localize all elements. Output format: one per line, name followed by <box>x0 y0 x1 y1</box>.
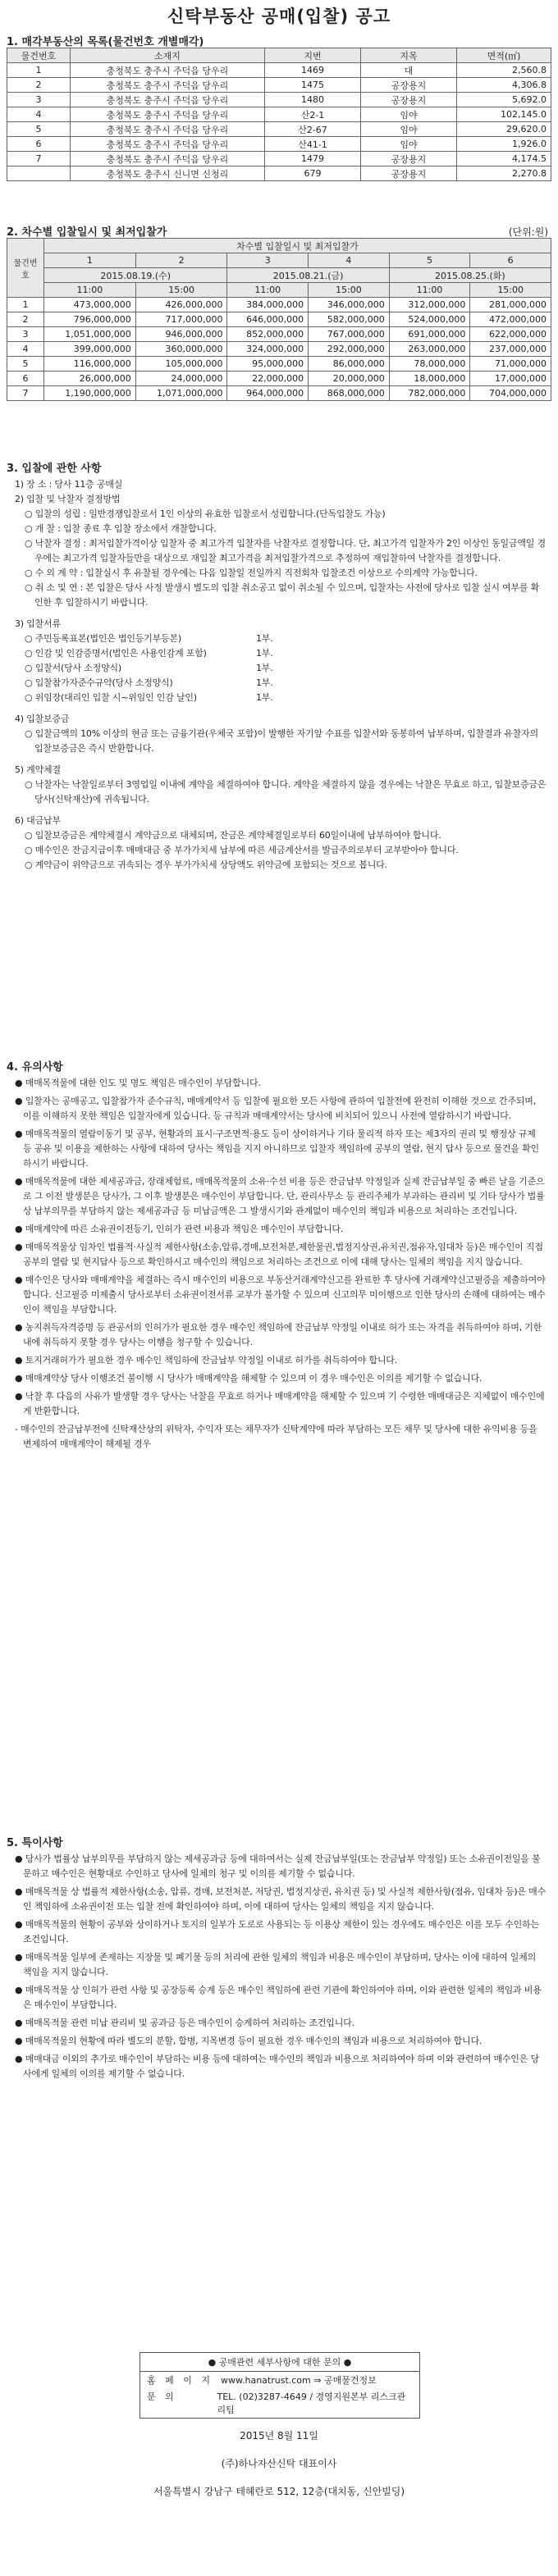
lot-cell: 산41-1 <box>265 137 361 152</box>
min-price-cell: 116,000,000 <box>44 357 136 372</box>
area-cell: 4,306.8 <box>457 78 551 93</box>
special-note-item: ● 매매목적물의 현황에 따라 별도의 분할, 합병, 지목변경 등이 필요한 경우 매수인의 책임과 비용으로 처리하여야 합니다. <box>15 2036 483 2046</box>
table-row <box>7 137 551 152</box>
special-note-item: ● 매매목적물 상 인허가 관련 사항 및 공장등록 승계 등은 매수인 책임하에 관련 기관에 확인하여야 하며, 이와 관련한 일체의 책임과 비용은 매수인이 부담합니다. <box>15 1985 542 2010</box>
bid-price-body <box>7 298 551 401</box>
property-list-table <box>7 48 551 181</box>
company-name: (주)하나자산신탁 대표이사 <box>221 2458 337 2469</box>
method-line: ○ 취 소 및 연 : 본 입찰은 당사 사정 발생시 별도의 입찰 취소공고 없이 취소될 수 있으며, 입찰자는 사전에 당사로 입찰 실시 여부를 확인한 후 입찰하시기 바랍니다. <box>25 582 540 608</box>
col-land-type: 지목 <box>361 48 457 63</box>
special-note-item: ● 매매목적물 상 법률적 제한사항(소송, 압류, 경매, 보전처분, 저당권, 법정지상권, 유치권 등) 및 사실적 제한사항(점유, 임대차 등)은 매수인 책임하에 소유권이전 또는 입찰 전에 확인하여야 하며, 이에 대하여 당사는 일체의 책임을 지지 않습니다. <box>15 1886 547 1912</box>
contact-row <box>140 2388 419 2418</box>
location-cell: 충청북도 충주시 주덕읍 당우리 <box>71 107 265 122</box>
bid-time: 15:00 <box>135 283 227 298</box>
bid-time: 11:00 <box>389 283 470 298</box>
lot-cell: 1469 <box>265 63 361 78</box>
land-type-cell: 공장용지 <box>361 152 457 166</box>
min-price-cell: 691,000,000 <box>389 327 470 342</box>
item-no-cell: 4 <box>7 107 71 122</box>
bid-price-table <box>7 238 551 401</box>
lot-cell: 1480 <box>265 93 361 107</box>
land-type-cell: 임야 <box>361 122 457 137</box>
table-row <box>7 107 551 122</box>
min-price-cell: 399,000,000 <box>44 342 136 357</box>
min-price-cell: 360,000,000 <box>135 342 227 357</box>
min-price-cell: 312,000,000 <box>389 298 470 312</box>
item-no-cell: 5 <box>7 357 44 372</box>
method-list <box>11 507 547 610</box>
table-row <box>7 78 551 93</box>
table-row <box>7 312 551 327</box>
doc-item <box>11 646 547 661</box>
doc-count: 1부. <box>256 663 273 673</box>
section4-heading: 4. 유의사항 <box>7 1061 63 1074</box>
bid-time: 11:00 <box>44 283 136 298</box>
min-price-cell: 622,000,000 <box>470 327 551 342</box>
special-note-item: ● 매매목적물 일부에 존재하는 지장물 및 폐기물 등의 처리에 관한 일체의 책임과 비용은 매수인이 부담하며, 당사는 이에 대하여 일체의 책임을 지지 않습니다. <box>15 1952 537 1977</box>
location-cell: 충청북도 충주시 주덕읍 당우리 <box>71 122 265 137</box>
location-cell: 충청북도 충주시 주덕읍 당우리 <box>71 152 265 166</box>
item-no-cell: 2 <box>7 78 71 93</box>
method-line: ○ 개 찰 : 입찰 종료 후 입찰 장소에서 개찰합니다. <box>25 523 217 534</box>
min-price-cell: 346,000,000 <box>309 298 390 312</box>
location-cell: 충청북도 충주시 주덕읍 당우리 <box>71 93 265 107</box>
min-price-cell: 852,000,000 <box>227 327 309 342</box>
min-price-cell: 767,000,000 <box>309 327 390 342</box>
land-type-cell: 공장용지 <box>361 166 457 181</box>
table-row <box>7 342 551 357</box>
min-price-cell: 324,000,000 <box>227 342 309 357</box>
contact-row <box>140 2372 419 2388</box>
min-price-cell: 105,000,000 <box>135 357 227 372</box>
col-item-no: 물건번호 <box>7 239 44 298</box>
method-line: ○ 수 의 계 약 : 입찰실시 후 유찰될 경우에는 다음 입찰일 전일까지 직전회차 입찰조건 이상으로 수의계약 가능합니다. <box>25 568 478 578</box>
method-line: ○ 낙찰자 결정 : 최저입찰가격이상 입찰자 중 최고가격 입찰자를 낙찰자로 결정합니다. 단, 최고가격 입찰자가 2인 이상인 동일금액일 경우에는 최고가격 입찰자들만을 대상으로 재입찰 최고가격을 최저입찰가격으로 추정하여 재입찰하여 낙찰자를 결정합니다. <box>25 538 546 563</box>
doc-name: ○ 입찰서(당사 소정양식) <box>25 663 122 673</box>
min-price-cell: 473,000,000 <box>44 298 136 312</box>
method-title: 2) 입찰 및 낙찰자 결정방법 <box>15 494 121 504</box>
min-price-cell: 796,000,000 <box>44 312 136 327</box>
precaution-item: ● 토지거래허가가 필요한 경우 매수인 책임하에 잔금납부 약정일 이내로 허가를 취득하여야 합니다. <box>15 1355 397 1366</box>
contact-header: ● 공매관련 세부사항에 대한 문의 ● <box>140 2353 419 2372</box>
area-cell: 1,926.0 <box>457 137 551 152</box>
section3-body <box>11 477 547 873</box>
round-label: 5 <box>389 253 470 268</box>
item-no-cell: 7 <box>7 152 71 166</box>
table-row <box>7 327 551 342</box>
lot-cell: 산2-67 <box>265 122 361 137</box>
land-type-cell: 임야 <box>361 137 457 152</box>
min-price-cell: 78,000,000 <box>389 357 470 372</box>
contact-label: 문 의 <box>147 2391 177 2402</box>
item-no-cell: 1 <box>7 298 44 312</box>
min-price-cell: 946,000,000 <box>135 327 227 342</box>
min-price-cell: 704,000,000 <box>470 386 551 401</box>
min-price-cell: 292,000,000 <box>309 342 390 357</box>
land-type-cell: 공장용지 <box>361 93 457 107</box>
min-price-cell: 71,000,000 <box>470 357 551 372</box>
section3-heading: 3. 입찰에 관한 사항 <box>7 463 102 475</box>
precaution-item: ● 매매목적물상 임차인 법률적·사실적 제한사항(소송,압류,경매,보전처분,제한물권,법정지상권,유치권,점유자,임대차 등)은 매수인이 직접 공부의 열람 및 현지답사 등으로 확인하시고 매수인의 책임으로 처리하는 조건으로 이에 대해 당사는 일체의 책임을 지지 않습니다. <box>15 1242 543 1267</box>
bid-time: 15:00 <box>309 283 390 298</box>
property-list-body <box>7 63 551 181</box>
precaution-item: ● 매매목적물의 열람이동기 및 공부, 현황과의 표시·구조면적·용도 등이 상이하거나 기타 물리적 하자 또는 제3자의 권리 및 행정상 규제 등 공유 및 이용을 제한하는 사항에 대하여 당사는 책임을 지지 아니하므로 입찰자 책임하에 공부의 열람, 현지 답사 등으로 물건을 확인하시기 바랍니다. <box>15 1128 539 1169</box>
payment-line: ○ 매수인은 잔금지급이후 매매대금 중 부가가치세 납부에 따른 세금계산서를 발급주의로부터 교부받아야 합니다. <box>25 845 459 855</box>
precautions-list <box>11 1076 547 1455</box>
round-label: 1 <box>44 253 136 268</box>
min-price-cell: 1,071,000,000 <box>135 386 227 401</box>
area-cell: 5,692.0 <box>457 93 551 107</box>
doc-item <box>11 676 547 691</box>
area-cell: 2,560.8 <box>457 63 551 78</box>
method-line: ○ 입찰의 성립 : 일반경쟁입찰로서 1인 이상의 유효한 입찰로서 성립합니다.(단독입찰도 가능) <box>25 508 386 519</box>
area-cell: 4,174.5 <box>457 152 551 166</box>
bid-date: 2015.08.21.(금) <box>227 268 389 283</box>
round-label: 6 <box>470 253 551 268</box>
contact-label: 홈 페 이 지 <box>147 2375 213 2386</box>
min-price-cell: 24,000,000 <box>135 372 227 386</box>
min-price-cell: 582,000,000 <box>309 312 390 327</box>
item-no-cell: 3 <box>7 327 44 342</box>
footer <box>0 2428 558 2500</box>
section2-heading: 2. 차수별 입찰일시 및 최저입찰가 <box>7 226 167 239</box>
land-type-cell: 대 <box>361 63 457 78</box>
min-price-cell: 86,000,000 <box>309 357 390 372</box>
contract-title: 5) 계약체결 <box>15 764 61 775</box>
doc-name: ○ 인감 및 인감증명서(법인은 사용인감계 포함) <box>25 648 207 659</box>
min-price-cell: 237,000,000 <box>470 342 551 357</box>
doc-count: 1부. <box>256 633 273 644</box>
precaution-item: ● 매매목적물에 대한 제세공과금, 장래체험료, 매매목적물의 소유·수선 비용 등은 잔금납부 약정일과 실제 잔금납부일 중 빠른 날을 기준으로 그 이전 발생분은 당사가, 그 이후 발생분은 매수인이 부담합니다. 단, 관리사무소 등 관리주체가 부과하는 관리비 및 기타 당사가 법률상 납부의무를 부담하지 않는 제세공과금 등 미납금액은 그 발생시기와 관계없이 매수인의 책임과 비용으로 처리하는 조건입니다. <box>15 1176 545 1216</box>
min-price-cell: 964,000,000 <box>227 386 309 401</box>
table-row <box>7 166 551 181</box>
min-price-cell: 95,000,000 <box>227 357 309 372</box>
col-location: 소재지 <box>71 48 265 63</box>
item-no-cell: 3 <box>7 93 71 107</box>
min-price-cell: 1,051,000,000 <box>44 327 136 342</box>
doc-item <box>11 631 547 646</box>
col-item-no: 물건번호 <box>7 48 71 63</box>
deposit-title: 4) 입찰보증금 <box>15 714 70 724</box>
min-price-cell: 22,000,000 <box>227 372 309 386</box>
website-link[interactable]: www.hanatrust.com ⇒ 공매물건정보 <box>221 2375 377 2386</box>
doc-name: ○ 위임장(대리인 입찰 시~위임인 인감 날인) <box>25 692 197 703</box>
min-price-cell: 426,000,000 <box>135 298 227 312</box>
precaution-item: ● 입찰자는 공매공고, 입찰참가자 준수규칙, 매매계약서 등 입찰에 필요한 모든 사항에 관하여 입찰전에 완전히 이해한 것으로 간주되며, 이를 이해하지 못한 책임은 입찰자에게 있습니다. 등 규칙과 매매계약서는 당사에 비치되어 있으니 사전에 열람하시기 바랍니다. <box>15 1096 537 1121</box>
group-header: 차수별 입찰일시 및 최저입찰가 <box>44 239 551 253</box>
section5-heading: 5. 특이사항 <box>7 1837 63 1849</box>
round-label: 4 <box>309 253 390 268</box>
special-note-item: ● 당사가 법률상 납부의무를 부담하지 않는 제세공과금 등에 대하여서는 실제 잔금납부일(또는 잔금납부 약정일) 또는 소유권이전일을 불문하고 매수인은 현황대로 수인하고 당사에 일체의 청구 및 이의를 제기할 수 없습니다. <box>15 1853 541 1879</box>
table-row <box>7 63 551 78</box>
doc-item <box>11 661 547 676</box>
lot-cell: 1479 <box>265 152 361 166</box>
precaution-item: - 매수인의 잔금납부전에 신탁재산상의 위탁자, 수익자 또는 채무자가 신탁계약에 따라 부담하는 모든 채무 및 당사에 대한 유익비용 등을 변제하여 매매계약이 해제될 경우 <box>15 1424 537 1449</box>
col-lot: 지번 <box>265 48 361 63</box>
docs-title: 3) 입찰서류 <box>15 618 61 629</box>
item-no-cell: 5 <box>7 122 71 137</box>
min-price-cell: 20,000,000 <box>309 372 390 386</box>
special-note-item: ● 매매목적물 관련 미납 관리비 및 공과금 등은 매수인이 승계하여 처리하는 조건입니다. <box>15 2017 354 2028</box>
location-cell: 충청북도 충주시 주덕읍 당우리 <box>71 63 265 78</box>
min-price-cell: 18,000,000 <box>389 372 470 386</box>
lot-cell: 산2-1 <box>265 107 361 122</box>
table-row <box>7 152 551 166</box>
docs-list <box>11 631 547 705</box>
min-price-cell: 717,000,000 <box>135 312 227 327</box>
doc-count: 1부. <box>256 677 273 688</box>
area-cell: 102,145.0 <box>457 107 551 122</box>
special-notes-list <box>11 1852 547 2085</box>
bid-time: 11:00 <box>227 283 309 298</box>
precaution-item: ● 농지취득자격증명 등 관공서의 인허가가 필요한 경우 매수인 책임하에 잔금납부 약정일 이내로 허가 또는 자격을 취득하여야 하며, 기한 내에 취득하지 못할 경우 당사는 이행을 청구할 수 있습니다. <box>15 1322 542 1347</box>
min-price-cell: 646,000,000 <box>227 312 309 327</box>
precaution-item: ● 매매계약에 따른 소유권이전등기, 인허가 관련 비용과 책임은 매수인이 부담합니다. <box>15 1224 344 1234</box>
min-price-cell: 17,000,000 <box>470 372 551 386</box>
lot-cell: 679 <box>265 166 361 181</box>
round-label: 2 <box>135 253 227 268</box>
table-header-row <box>7 48 551 63</box>
min-price-cell: 26,000,000 <box>44 372 136 386</box>
location-cell: 충청북도 충주시 신니면 신청리 <box>71 166 265 181</box>
doc-count: 1부. <box>256 648 273 659</box>
doc-item <box>11 691 547 705</box>
lot-cell: 1475 <box>265 78 361 93</box>
doc-name: ○ 입찰참가자준수규약(당사 소정양식) <box>25 677 173 688</box>
precaution-item: ● 매수인은 당사와 매매계약을 체결하는 즉시 매수인의 비용으로 부동산거래계약신고를 완료한 후 당사에 거래계약신고필증을 제출하여야 합니다. 신고필증 미제출시 당사로부터 소유권이전서류 교부가 불가할 수 있으며 신고의무 미이행으로 인한 당사의 손해에 대하여는 매수인이 책임을 부담합니다. <box>15 1274 546 1315</box>
table-row <box>7 372 551 386</box>
precaution-item: ● 매매목적물에 대한 인도 및 명도 책임은 매수인이 부담합니다. <box>15 1078 261 1088</box>
location-cell: 충청북도 충주시 주덕읍 당우리 <box>71 137 265 152</box>
bid-date: 2015.08.25.(화) <box>389 268 551 283</box>
area-cell: 2,270.8 <box>457 166 551 181</box>
min-price-cell: 281,000,000 <box>470 298 551 312</box>
item-no-cell: 7 <box>7 386 44 401</box>
notice-date: 2015년 8월 11일 <box>240 2430 318 2442</box>
item-no-cell: 1 <box>7 63 71 78</box>
special-note-item: ● 매매대금 이외의 추가로 매수인이 부담하는 비용 등에 대하여는 매수인의 책임과 비용으로 처리하여야 하며 이와 관련하여 매수인은 당사에게 일체의 이의를 제기할 수 없습니다. <box>15 2054 539 2079</box>
company-address: 서울특별시 강남구 테헤란로 512, 12층(대치동, 신안빌딩) <box>153 2486 405 2497</box>
page-title: 신탁부동산 공매(입찰) 공고 <box>167 7 391 26</box>
land-type-cell: 공장용지 <box>361 78 457 93</box>
phone-info: TEL. (02)3287-4649 / 경영지원본부 리스크관리팀 <box>217 2391 406 2415</box>
payment-list <box>11 828 547 873</box>
doc-count: 1부. <box>256 692 273 703</box>
bid-place: 1) 장 소 : 당사 11층 공매실 <box>15 479 123 490</box>
round-label: 3 <box>227 253 309 268</box>
area-cell: 29,620.0 <box>457 122 551 137</box>
min-price-cell: 782,000,000 <box>389 386 470 401</box>
table-row <box>7 122 551 137</box>
table-row <box>7 386 551 401</box>
payment-title: 6) 대금납부 <box>15 815 61 826</box>
col-area: 면적(㎡) <box>457 48 551 63</box>
item-no-cell: 6 <box>7 372 44 386</box>
item-no-cell: 4 <box>7 342 44 357</box>
bid-time: 15:00 <box>470 283 551 298</box>
precaution-item: ● 매매계약상 당사 이행조건 불이행 시 당사가 매매계약을 해제할 수 있으며 이 경우 매수인은 이의를 제기할 수 없습니다. <box>15 1373 483 1384</box>
bid-date: 2015.08.19.(수) <box>44 268 227 283</box>
section1-heading: 1. 매각부동산의 목록(물건번호 개별매각) <box>7 36 204 48</box>
min-price-cell: 868,000,000 <box>309 386 390 401</box>
precaution-item: ● 낙찰 후 다음의 사유가 발생할 경우 당사는 낙찰을 무효로 하거나 매매계약을 해제할 수 있으며 기 수령한 매매대금은 지체없이 매수인에게 반환합니다. <box>15 1391 545 1416</box>
min-price-cell: 263,000,000 <box>389 342 470 357</box>
table-row <box>7 93 551 107</box>
item-no-cell: 2 <box>7 312 44 327</box>
min-price-cell: 1,190,000,000 <box>44 386 136 401</box>
payment-line: ○ 입찰보증금은 계약체결시 계약금으로 대체되며, 잔금은 계약체결일로부터 60일이내에 납부하여야 합니다. <box>25 830 441 841</box>
min-price-cell: 524,000,000 <box>389 312 470 327</box>
special-note-item: ● 매매목적물의 현황이 공부와 상이하거나 토지의 일부가 도로로 사용되는 등 이용상 제한이 있는 경우에도 매수인은 이를 모두 수인하는 조건입니다. <box>15 1919 539 1945</box>
contact-box <box>140 2352 420 2419</box>
doc-name: ○ 주민등록표본(법인은 법인등기부등본) <box>25 633 181 644</box>
table-row <box>7 298 551 312</box>
contract-text: ○ 낙찰자는 낙찰일로부터 3영업일 이내에 계약을 체결하여야 합니다. 계약을 체결하지 않을 경우에는 낙찰은 무효로 하고, 입찰보증금은 당사(신탁재산)에 귀속됩니다. <box>25 779 547 805</box>
item-no-cell <box>7 166 71 181</box>
table-row <box>7 357 551 372</box>
min-price-cell: 472,000,000 <box>470 312 551 327</box>
location-cell: 충청북도 충주시 주덕읍 당우리 <box>71 78 265 93</box>
land-type-cell: 임야 <box>361 107 457 122</box>
item-no-cell: 6 <box>7 137 71 152</box>
min-price-cell: 384,000,000 <box>227 298 309 312</box>
deposit-text: ○ 입찰금액의 10% 이상의 현금 또는 금융기관(우체국 포함)이 발행한 자기앞 수표를 입찰서와 동봉하여 납부하며, 입찰결과 유찰자의 입찰보증금은 즉시 반환합니다. <box>25 728 538 754</box>
unit-label: (단위:원) <box>508 226 548 238</box>
payment-line: ○ 계약금이 위약금으로 귀속되는 경우 부가가치세 상당액도 위약금에 포함되는 것으로 봅니다. <box>25 859 387 870</box>
